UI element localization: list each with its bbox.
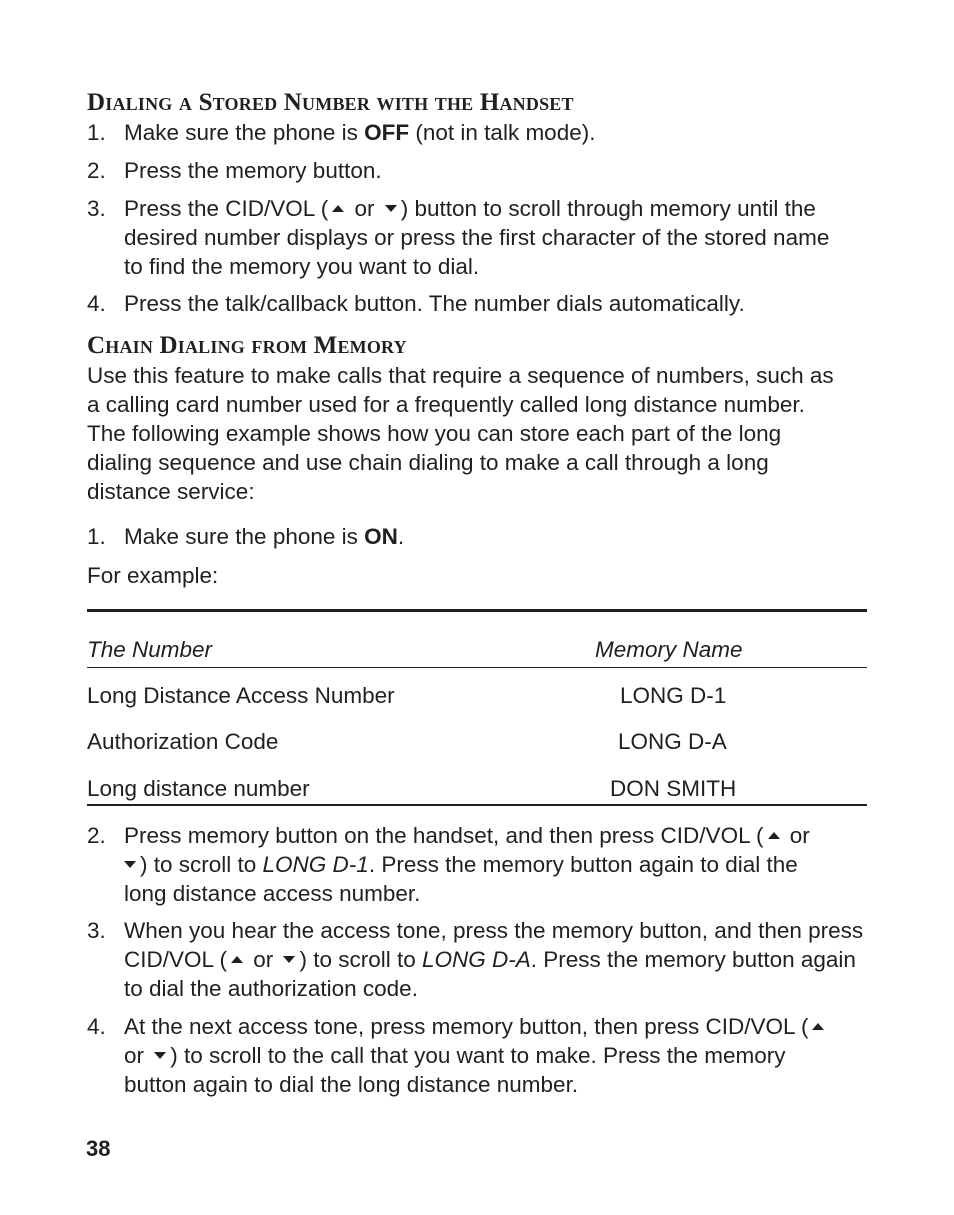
up-arrow-icon bbox=[231, 956, 243, 963]
step-text-part: CID/VOL ( bbox=[124, 947, 227, 972]
table-cell-number: Long Distance Access Number bbox=[87, 683, 395, 708]
step-text-part: Make sure the phone is bbox=[124, 524, 365, 549]
up-arrow-icon bbox=[768, 832, 780, 839]
step-text-part: or bbox=[246, 947, 280, 972]
table-header-number: The Number bbox=[87, 637, 213, 662]
step-text-part: . bbox=[397, 524, 405, 549]
down-arrow-icon bbox=[385, 205, 397, 212]
down-arrow-icon bbox=[154, 1052, 166, 1059]
step-text bbox=[124, 1012, 869, 1099]
step-text bbox=[124, 522, 869, 551]
step-text-part: Press memory button on the handset, and then press CID/VOL ( bbox=[124, 823, 764, 848]
step-text bbox=[124, 194, 869, 281]
step-text-part: At the next access tone, press memory button, then press CID/VOL ( bbox=[124, 1014, 809, 1039]
memory-name-italic: LONG D-1 bbox=[262, 852, 369, 877]
intro-line: Use this feature to make calls that require a sequence of numbers, such as bbox=[87, 363, 834, 388]
table-header-memory: Memory Name bbox=[595, 637, 743, 662]
step-bold-text: ON bbox=[364, 524, 398, 549]
step-text: Press the memory button. bbox=[124, 158, 382, 183]
step-text bbox=[124, 916, 869, 1003]
intro-line: distance service: bbox=[87, 479, 255, 504]
table-cell-memory: DON SMITH bbox=[610, 776, 737, 801]
table-header-rule bbox=[87, 667, 867, 668]
step-bold-text: OFF bbox=[364, 120, 410, 145]
step-text-part: ) to scroll to bbox=[299, 947, 422, 972]
section-heading-dialing-stored: Dialing a Stored Number with the Handset bbox=[87, 89, 574, 116]
step-text-part: or bbox=[124, 1043, 151, 1068]
for-example-label: For example: bbox=[87, 563, 219, 588]
table-top-rule bbox=[87, 609, 867, 612]
step-number: 1. bbox=[87, 524, 106, 549]
step-number: 2. bbox=[87, 823, 106, 848]
step-text-part: ) to scroll to bbox=[140, 852, 263, 877]
down-arrow-icon bbox=[124, 861, 136, 868]
step-number: 2. bbox=[87, 158, 106, 183]
step-text-line: When you hear the access tone, press the memory button, and then press bbox=[124, 918, 864, 943]
step-text-line: to find the memory you want to dial. bbox=[124, 254, 480, 279]
memory-name-italic: LONG D-A bbox=[421, 947, 531, 972]
step-text-line: long distance access number. bbox=[124, 881, 421, 906]
step-text-part: (not in talk mode). bbox=[409, 120, 596, 145]
step-number: 3. bbox=[87, 918, 106, 943]
step-text-part: Make sure the phone is bbox=[124, 120, 365, 145]
step-text bbox=[124, 821, 869, 908]
table-cell-memory: LONG D-1 bbox=[620, 683, 727, 708]
step-text-part: ) button to scroll through memory until the bbox=[400, 196, 816, 221]
table-cell-number: Long distance number bbox=[87, 776, 310, 801]
step-text-line: desired number displays or press the first character of the stored name bbox=[124, 225, 830, 250]
intro-paragraph bbox=[87, 361, 877, 506]
step-text-line: button again to dial the long distance number. bbox=[124, 1072, 579, 1097]
step-text-part: . Press the memory button again bbox=[530, 947, 856, 972]
step-text bbox=[124, 118, 869, 147]
intro-line: The following example shows how you can store each part of the long bbox=[87, 421, 782, 446]
table-bottom-rule bbox=[87, 804, 867, 806]
down-arrow-icon bbox=[283, 956, 295, 963]
section-heading-chain-dialing: Chain Dialing from Memory bbox=[87, 332, 407, 359]
step-text-part: . Press the memory button again to dial the bbox=[368, 852, 798, 877]
step-number: 4. bbox=[87, 1014, 106, 1039]
table-cell-number: Authorization Code bbox=[87, 729, 279, 754]
up-arrow-icon bbox=[812, 1023, 824, 1030]
step-text: Press the talk/callback button. The number dials automatically. bbox=[124, 291, 745, 316]
step-text-part: or bbox=[348, 196, 381, 221]
step-text-line: to dial the authorization code. bbox=[124, 976, 418, 1001]
step-number: 1. bbox=[87, 120, 106, 145]
step-text-part: ) to scroll to the call that you want to make. Press the memory bbox=[170, 1043, 786, 1068]
step-number: 4. bbox=[87, 291, 106, 316]
step-number: 3. bbox=[87, 196, 106, 221]
intro-line: dialing sequence and use chain dialing to make a call through a long bbox=[87, 450, 769, 475]
step-text-part: or bbox=[783, 823, 810, 848]
step-text-part: Press the CID/VOL ( bbox=[124, 196, 329, 221]
intro-line: a calling card number used for a frequently called long distance number. bbox=[87, 392, 805, 417]
up-arrow-icon bbox=[332, 205, 344, 212]
page-number: 38 bbox=[86, 1136, 111, 1161]
table-cell-memory: LONG D-A bbox=[618, 729, 727, 754]
